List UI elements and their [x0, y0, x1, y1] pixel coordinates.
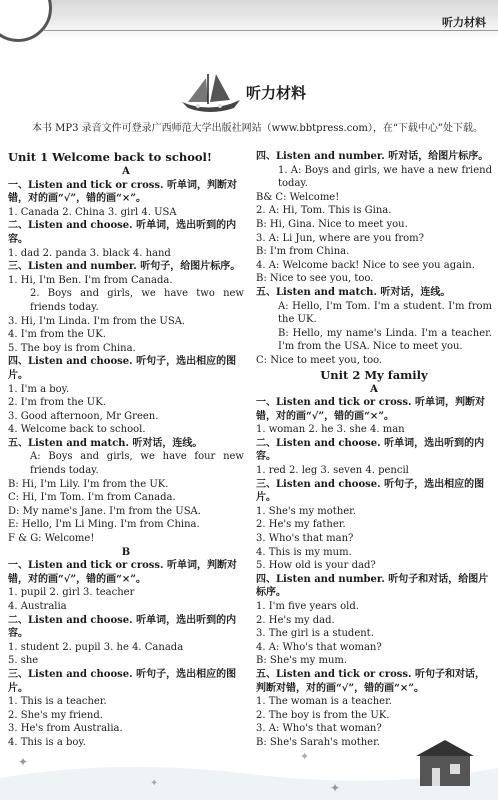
- page-title: 听力材料: [246, 84, 307, 102]
- right-line: 1. A: Boys and girls, we have a new friend today.: [278, 164, 492, 190]
- left-line: 1. dad 2. panda 3. black 4. hand: [8, 247, 171, 259]
- left-line: 3. Hi, I'm Linda. I'm from the USA.: [8, 315, 186, 327]
- left-line: B: [121, 546, 131, 558]
- left-line: 2. She's my friend.: [8, 709, 103, 721]
- ship-illustration-icon: [176, 70, 244, 116]
- right-line: 3. A: Who's that woman?: [256, 723, 382, 735]
- right-line: B: Hello, my name's Linda. I'm a teacher. I'm from the USA. Nice to meet you.: [278, 327, 492, 353]
- right-line: B: Nice to see you, too.: [256, 273, 374, 285]
- svg-text:✦: ✦: [300, 750, 310, 763]
- right-line: 2. A: Hi, Tom. This is Gina.: [256, 205, 392, 217]
- right-line: 2. He's my dad.: [256, 614, 335, 626]
- right-line: 1. The woman is a teacher.: [256, 696, 392, 708]
- right-line: 五、Listen and match. 听对话，连线。: [256, 286, 451, 298]
- left-line: 一、Listen and tick or cross. 听单词，判断对错，对的画“√”，错的画“×”。: [8, 560, 238, 585]
- left-line: C: Hi, I'm Tom. I'm from Canada.: [8, 492, 176, 504]
- left-line: B: Hi, I'm Lily. I'm from the UK.: [8, 478, 169, 490]
- left-line: 3. He's from Australia.: [8, 723, 123, 735]
- left-line: 2. Boys and girls, we have two new friends today.: [30, 288, 244, 313]
- left-line: 5. she: [8, 655, 39, 667]
- left-line: 4. I'm from the UK.: [8, 329, 106, 341]
- left-line: 1. I'm a boy.: [8, 383, 70, 395]
- right-line: 五、Listen and tick or cross. 听句子和对话，判断对错，对的画“√”，错的画“×”。: [256, 668, 486, 694]
- right-line: C: Nice to meet you, too.: [256, 354, 383, 366]
- svg-text:✦: ✦: [18, 755, 29, 769]
- left-line: 二、Listen and choose. 听单词，选出听到的内容。: [8, 220, 237, 245]
- bottom-decoration: [0, 738, 498, 800]
- right-line: 四、Listen and number. 听对话，给图片标序。: [256, 151, 489, 162]
- right-line: 5. How old is your dad?: [256, 560, 376, 572]
- section-label: 听力材料: [442, 16, 486, 29]
- left-line: 2. I'm from the UK.: [8, 397, 106, 409]
- left-line: 五、Listen and match. 听对话，连线。: [8, 437, 203, 449]
- left-line: A: [122, 166, 130, 177]
- right-line: A: [370, 383, 378, 395]
- left-line: 1. pupil 2. girl 3. teacher: [8, 587, 135, 599]
- right-line: 一、Listen and tick or cross. 听单词，判断对错，对的画“√”，错的画“×”。: [256, 397, 486, 422]
- right-line: 2. He's my father.: [256, 519, 346, 531]
- right-line: 2. The boy is from the UK.: [256, 709, 390, 721]
- right-line: 四、Listen and number. 听句子和对话，给图片标序。: [256, 573, 489, 599]
- left-line: 5. The boy is from China.: [8, 342, 136, 354]
- left-line: D: My name's Jane. I'm from the USA.: [8, 505, 201, 517]
- right-line: 4. A: Welcome back! Nice to see you again.: [256, 259, 475, 271]
- left-line: F & G: Welcome!: [8, 533, 95, 545]
- right-line: 4. A: Who's that woman?: [256, 641, 382, 653]
- right-line: B: Hi, Gina. Nice to meet you.: [256, 218, 408, 230]
- right-line: 1. She's my mother.: [256, 505, 357, 517]
- left-line: 4. Welcome back to school.: [8, 424, 146, 436]
- right-line: 二、Listen and choose. 听单词，选出听到的内容。: [256, 437, 485, 463]
- title-block: [176, 70, 336, 116]
- right-line: 1. woman 2. he 3. she 4. man: [256, 424, 405, 436]
- right-line: B& C: Welcome!: [256, 191, 340, 203]
- svg-text:✦: ✦: [150, 778, 159, 789]
- left-line: A: Boys and girls, we have four new friends today.: [30, 451, 244, 477]
- intro-paragraph: 本书 MP3 录音文件可登录广西师范大学出版社网站（www.bbtpress.com），在“下载中心”处下载。: [32, 123, 484, 134]
- left-line: 三、Listen and number. 听句子，给图片标序。: [8, 261, 241, 273]
- right-line: 1. red 2. leg 3. seven 4. pencil: [256, 465, 409, 477]
- right-line: B: She's Sarah's mother.: [256, 736, 380, 748]
- left-line: 4. Australia: [8, 601, 67, 612]
- left-column: [8, 150, 244, 750]
- left-line: 四、Listen and choose. 听句子，选出相应的图片。: [8, 356, 237, 381]
- right-line: B: I'm from China.: [256, 246, 350, 258]
- right-line: A: Hello, I'm Tom. I'm a student. I'm from the UK.: [278, 300, 492, 326]
- left-line: E: Hello, I'm Li Ming. I'm from China.: [8, 519, 200, 531]
- left-line: 1. Canada 2. China 3. girl 4. USA: [8, 206, 177, 218]
- left-line: 3. Good afternoon, Mr Green.: [8, 410, 159, 422]
- right-line: 三、Listen and choose. 听句子，选出相应的图片。: [256, 478, 485, 504]
- right-line: 3. Who's that man?: [256, 533, 354, 545]
- left-line: 三、Listen and choose. 听句子，选出相应的图片。: [8, 668, 237, 694]
- left-line: 二、Listen and choose. 听单词，选出听到的内容。: [8, 614, 237, 640]
- left-line: 1. student 2. pupil 3. he 4. Canada: [8, 641, 184, 653]
- right-line: 4. This is my mum.: [256, 546, 352, 558]
- right-line: Unit 2 My family: [320, 367, 428, 382]
- right-line: 1. I'm five years old.: [256, 601, 359, 612]
- svg-text:✦: ✦: [330, 781, 341, 795]
- left-line: 1. Hi, I'm Ben. I'm from Canada.: [8, 274, 173, 286]
- left-line: 4. This is a boy.: [8, 736, 86, 748]
- left-line: Unit 1 Welcome back to school!: [8, 150, 212, 164]
- left-line: 一、Listen and tick or cross. 听单词，判断对错，对的画“√”，错的画“×”。: [8, 179, 238, 205]
- header-rule: [44, 30, 498, 31]
- right-line: 3. The girl is a student.: [256, 628, 374, 640]
- header-band: [0, 0, 498, 40]
- left-line: 1. This is a teacher.: [8, 696, 107, 708]
- right-column: [256, 150, 492, 750]
- right-line: B: She's my mum.: [256, 655, 348, 667]
- right-line: 3. A: Li Jun, where are you from?: [256, 232, 425, 244]
